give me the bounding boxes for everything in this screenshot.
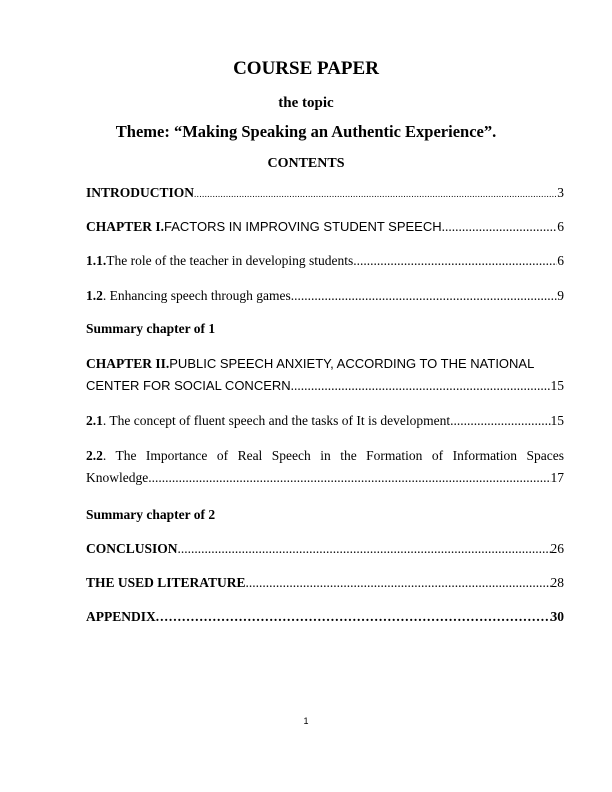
toc-label: . The concept of fluent speech and the tasks of It is development	[102, 413, 451, 428]
toc-label-justified	[86, 446, 564, 466]
dot-leader	[156, 607, 551, 627]
toc-entry-chapter-2-line-2	[86, 376, 564, 396]
toc-entry-1-2	[86, 286, 564, 306]
toc-label: PUBLIC SPEECH ANXIETY, ACCORDING TO THE NATIONAL	[169, 356, 535, 371]
toc-label: The role of the teacher in developing students	[106, 253, 354, 268]
dot-leader	[450, 411, 550, 431]
toc-entry-appendix	[86, 607, 564, 627]
toc-page-number: 6	[557, 219, 564, 234]
toc-section-number: 2.2	[86, 448, 103, 463]
toc-entry-chapter-2-line-1	[86, 354, 564, 374]
toc-label: . Enhancing speech through games	[102, 288, 291, 303]
toc-page-number: 15	[550, 378, 564, 393]
toc-entry-1-1	[86, 251, 564, 271]
toc-label: THE USED LITERATURE	[86, 575, 246, 590]
toc-label-continued: Knowledge	[86, 470, 149, 485]
toc-page-number: 17	[550, 470, 564, 485]
toc-entry-2-2-line-2	[86, 468, 564, 488]
dot-leader	[178, 539, 551, 559]
toc-page-number: 26	[550, 541, 564, 556]
dot-leader	[148, 468, 550, 488]
page-number-footer: 1	[303, 716, 309, 726]
toc-entry-chapter-1	[86, 217, 564, 237]
toc-label: CONCLUSION	[86, 541, 178, 556]
toc-label: Summary chapter of 2	[86, 507, 216, 522]
toc-chapter-number: CHAPTER II.	[86, 356, 170, 371]
toc-entry-summary-1	[86, 319, 564, 339]
toc-label: . The Importance of Real Speech in the Formation of Information Spaces	[102, 448, 565, 463]
dot-leader	[442, 217, 558, 237]
toc-page-number: 6	[557, 253, 564, 268]
toc-section-number: 1.1.	[86, 253, 107, 268]
topic-subtitle: the topic	[278, 95, 334, 111]
toc-entry-introduction	[86, 183, 564, 203]
dot-leader	[353, 251, 557, 271]
theme-line: Theme: “Making Speaking an Authentic Experience”.	[115, 122, 497, 141]
course-paper-title: COURSE PAPER	[233, 58, 379, 79]
toc-label: Summary chapter of 1	[86, 321, 216, 336]
toc-label: APPENDIX	[86, 609, 156, 624]
toc-entry-conclusion	[86, 539, 564, 559]
toc-page-number: 15	[550, 413, 564, 428]
toc-page-number: 9	[557, 288, 564, 303]
toc-label: FACTORS IN IMPROVING STUDENT SPEECH	[164, 219, 442, 234]
toc-entry-2-1	[86, 411, 564, 431]
toc-label-continued: CENTER FOR SOCIAL CONCERN	[86, 378, 291, 393]
toc-page-number: 28	[550, 575, 564, 590]
toc-entry-2-2-line-1	[86, 446, 564, 466]
contents-heading: CONTENTS	[267, 156, 345, 171]
dot-leader	[291, 286, 558, 306]
dot-leader	[246, 573, 551, 593]
toc-section-number: 2.1	[86, 413, 103, 428]
toc-page-number: 30	[550, 609, 564, 624]
toc-page-number: 3	[557, 185, 564, 200]
toc-entry-used-literature	[86, 573, 564, 593]
toc-label: INTRODUCTION	[86, 185, 195, 200]
toc-section-number: 1.2	[86, 288, 103, 303]
dot-leader	[194, 183, 557, 204]
toc-entry-summary-2	[86, 505, 564, 525]
dot-leader	[291, 376, 551, 396]
toc-chapter-number: CHAPTER I.	[86, 219, 165, 234]
